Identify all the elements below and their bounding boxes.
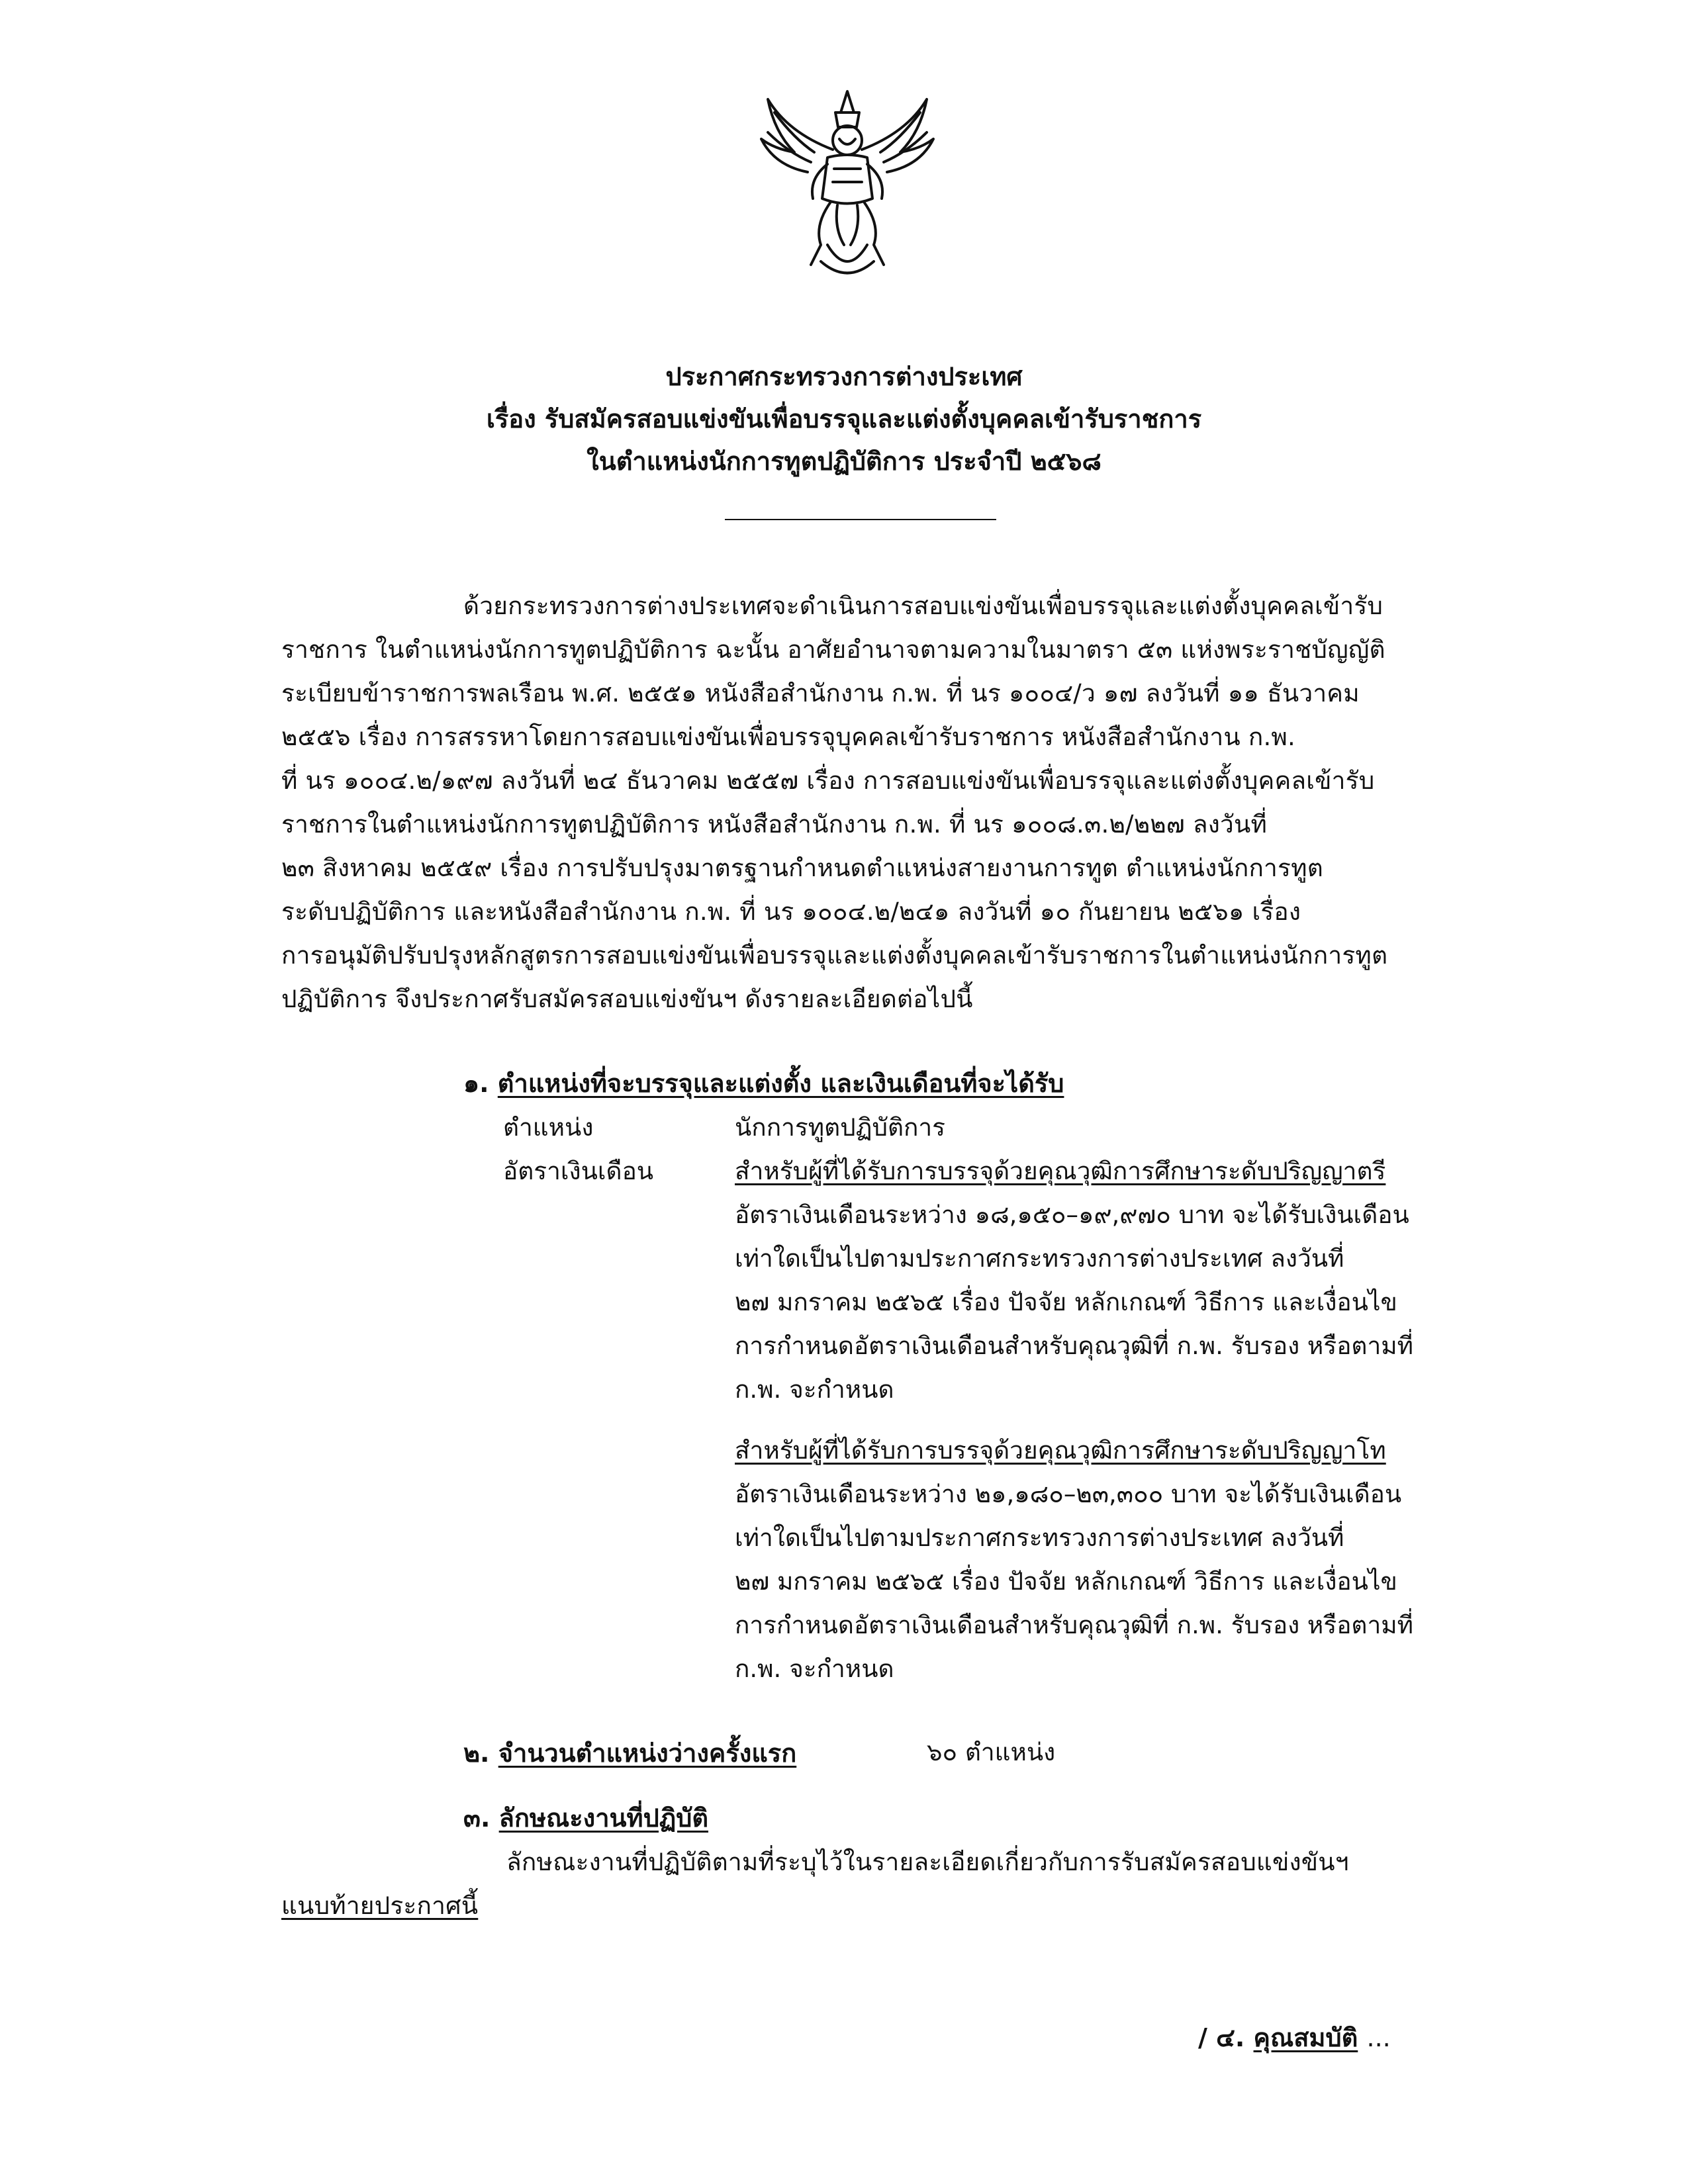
announcement-subject: เรื่อง รับสมัครสอบแข่งขันเพื่อบรรจุและแต่งตั้งบุคคลเข้ารับราชการ [486, 404, 1202, 433]
master-line: ๒๗ มกราคม ๒๕๖๕ เรื่อง ปัจจัย หลักเกณฑ์ วิธีการ และเงื่อนไข [735, 1567, 1397, 1596]
intro-line: ราชการในตำแหน่งนักการทูตปฏิบัติการ หนังสือสำนักงาน ก.พ. ที่ นร ๑๐๐๘.๓.๒/๒๒๗ ลงวันที่ [281, 810, 1268, 839]
section-3-heading [463, 1797, 708, 1838]
section-3-attachment-link: แนบท้ายประกาศนี้ [281, 1891, 479, 1920]
vacancy-count: ๖๐ ตำแหน่ง [927, 1738, 1056, 1766]
master-line: การกำหนดอัตราเงินเดือนสำหรับคุณวุฒิที่ ก.พ. รับรอง หรือตามที่ [735, 1611, 1413, 1639]
intro-line: ปฏิบัติการ จึงประกาศรับสมัครสอบแข่งขันฯ ดังรายละเอียดต่อไปนี้ [281, 985, 973, 1013]
intro-line: ราชการ ในตำแหน่งนักการทูตปฏิบัติการ ฉะนั้น อาศัยอำนาจตามความในมาตรา ๕๓ แห่งพระราชบัญญัติ [281, 635, 1385, 664]
footer-prefix: / ๔. [1198, 2023, 1245, 2052]
master-line: เท่าใดเป็นไปตามประกาศกระทรวงการต่างประเทศ ลงวันที่ [735, 1524, 1344, 1552]
intro-line: การอนุมัติปรับปรุงหลักสูตรการสอบแข่งขันเพื่อบรรจุและแต่งตั้งบุคคลเข้ารับราชการในตำแหน่งนักการทูต [281, 941, 1388, 970]
section-1-number: ๑. [463, 1069, 489, 1098]
garuda-emblem-icon [748, 86, 947, 285]
section-3-number: ๓. [463, 1803, 491, 1833]
intro-line: ๒๓ สิงหาคม ๒๕๕๙ เรื่อง การปรับปรุงมาตรฐานกำหนดตำแหน่งสายงานการทูต ตำแหน่งนักการทูต [281, 854, 1323, 882]
intro-line: ที่ นร ๑๐๐๔.๒/๑๙๗ ลงวันที่ ๒๔ ธันวาคม ๒๕๕๗ เรื่อง การสอบแข่งขันเพื่อบรรจุและแต่งตั้งบุคคลเข้ารับ [281, 766, 1375, 795]
master-line: อัตราเงินเดือนระหว่าง ๒๑,๑๘๐–๒๓,๓๐๐ บาท จะได้รับเงินเดือน [735, 1480, 1402, 1508]
footer-next-section: คุณสมบัติ [1253, 2023, 1358, 2052]
intro-line: ๒๕๕๖ เรื่อง การสรรหาโดยการสอบแข่งขันเพื่อบรรจุบุคคลเข้ารับราชการ หนังสือสำนักงาน ก.พ. [281, 723, 1295, 751]
bachelor-line: ๒๗ มกราคม ๒๕๖๕ เรื่อง ปัจจัย หลักเกณฑ์ วิธีการ และเงื่อนไข [735, 1288, 1397, 1316]
announcement-title: ประกาศกระทรวงการต่างประเทศ [665, 362, 1023, 391]
bachelor-line: ก.พ. จะกำหนด [735, 1375, 894, 1404]
section-1-heading [463, 1063, 1064, 1103]
intro-line: ด้วยกระทรวงการต่างประเทศจะดำเนินการสอบแข่งขันเพื่อบรรจุและแต่งตั้งบุคคลเข้ารับ [463, 592, 1383, 620]
section-3-text: ลักษณะงานที่ปฏิบัติตามที่ระบุไว้ในรายละเอียดเกี่ยวกับการรับสมัครสอบแข่งขันฯ [506, 1848, 1349, 1876]
announcement-position-year: ในตำแหน่งนักการทูตปฏิบัติการ ประจำปี ๒๕๖๘ [586, 447, 1102, 476]
bachelor-heading: สำหรับผู้ที่ได้รับการบรรจุด้วยคุณวุฒิการศึกษาระดับปริญญาตรี [735, 1157, 1386, 1185]
section-2-number: ๒. [463, 1739, 490, 1768]
intro-line: ระดับปฏิบัติการ และหนังสือสำนักงาน ก.พ. ที่ นร ๑๐๐๔.๒/๒๔๑ ลงวันที่ ๑๐ กันยายน ๒๕๖๑ เรื่อง [281, 897, 1301, 926]
intro-line: ระเบียบข้าราชการพลเรือน พ.ศ. ๒๕๕๑ หนังสือสำนักงาน ก.พ. ที่ นร ๑๐๐๔/ว ๑๗ ลงวันที่ ๑๑ ธันวาคม [281, 679, 1360, 707]
section-2-heading [463, 1733, 796, 1773]
bachelor-line: เท่าใดเป็นไปตามประกาศกระทรวงการต่างประเทศ ลงวันที่ [735, 1244, 1344, 1273]
section-2-title: จำนวนตำแหน่งว่างครั้งแรก [498, 1739, 797, 1768]
salary-label: อัตราเงินเดือน [503, 1157, 654, 1185]
footer-ellipsis: ... [1366, 2023, 1391, 2052]
position-label: ตำแหน่ง [503, 1113, 594, 1142]
continuation-footer [1198, 2017, 1391, 2058]
master-heading: สำหรับผู้ที่ได้รับการบรรจุด้วยคุณวุฒิการศึกษาระดับปริญญาโท [735, 1436, 1386, 1465]
position-value: นักการทูตปฏิบัติการ [735, 1113, 946, 1142]
master-line: ก.พ. จะกำหนด [735, 1655, 894, 1683]
title-divider [725, 519, 996, 520]
bachelor-line: การกำหนดอัตราเงินเดือนสำหรับคุณวุฒิที่ ก.พ. รับรอง หรือตามที่ [735, 1332, 1413, 1360]
bachelor-line: อัตราเงินเดือนระหว่าง ๑๘,๑๕๐–๑๙,๙๗๐ บาท จะได้รับเงินเดือน [735, 1201, 1409, 1229]
section-3-title: ลักษณะงานที่ปฏิบัติ [498, 1803, 709, 1833]
section-1-title: ตำแหน่งที่จะบรรจุและแต่งตั้ง และเงินเดือนที่จะได้รับ [497, 1069, 1064, 1098]
